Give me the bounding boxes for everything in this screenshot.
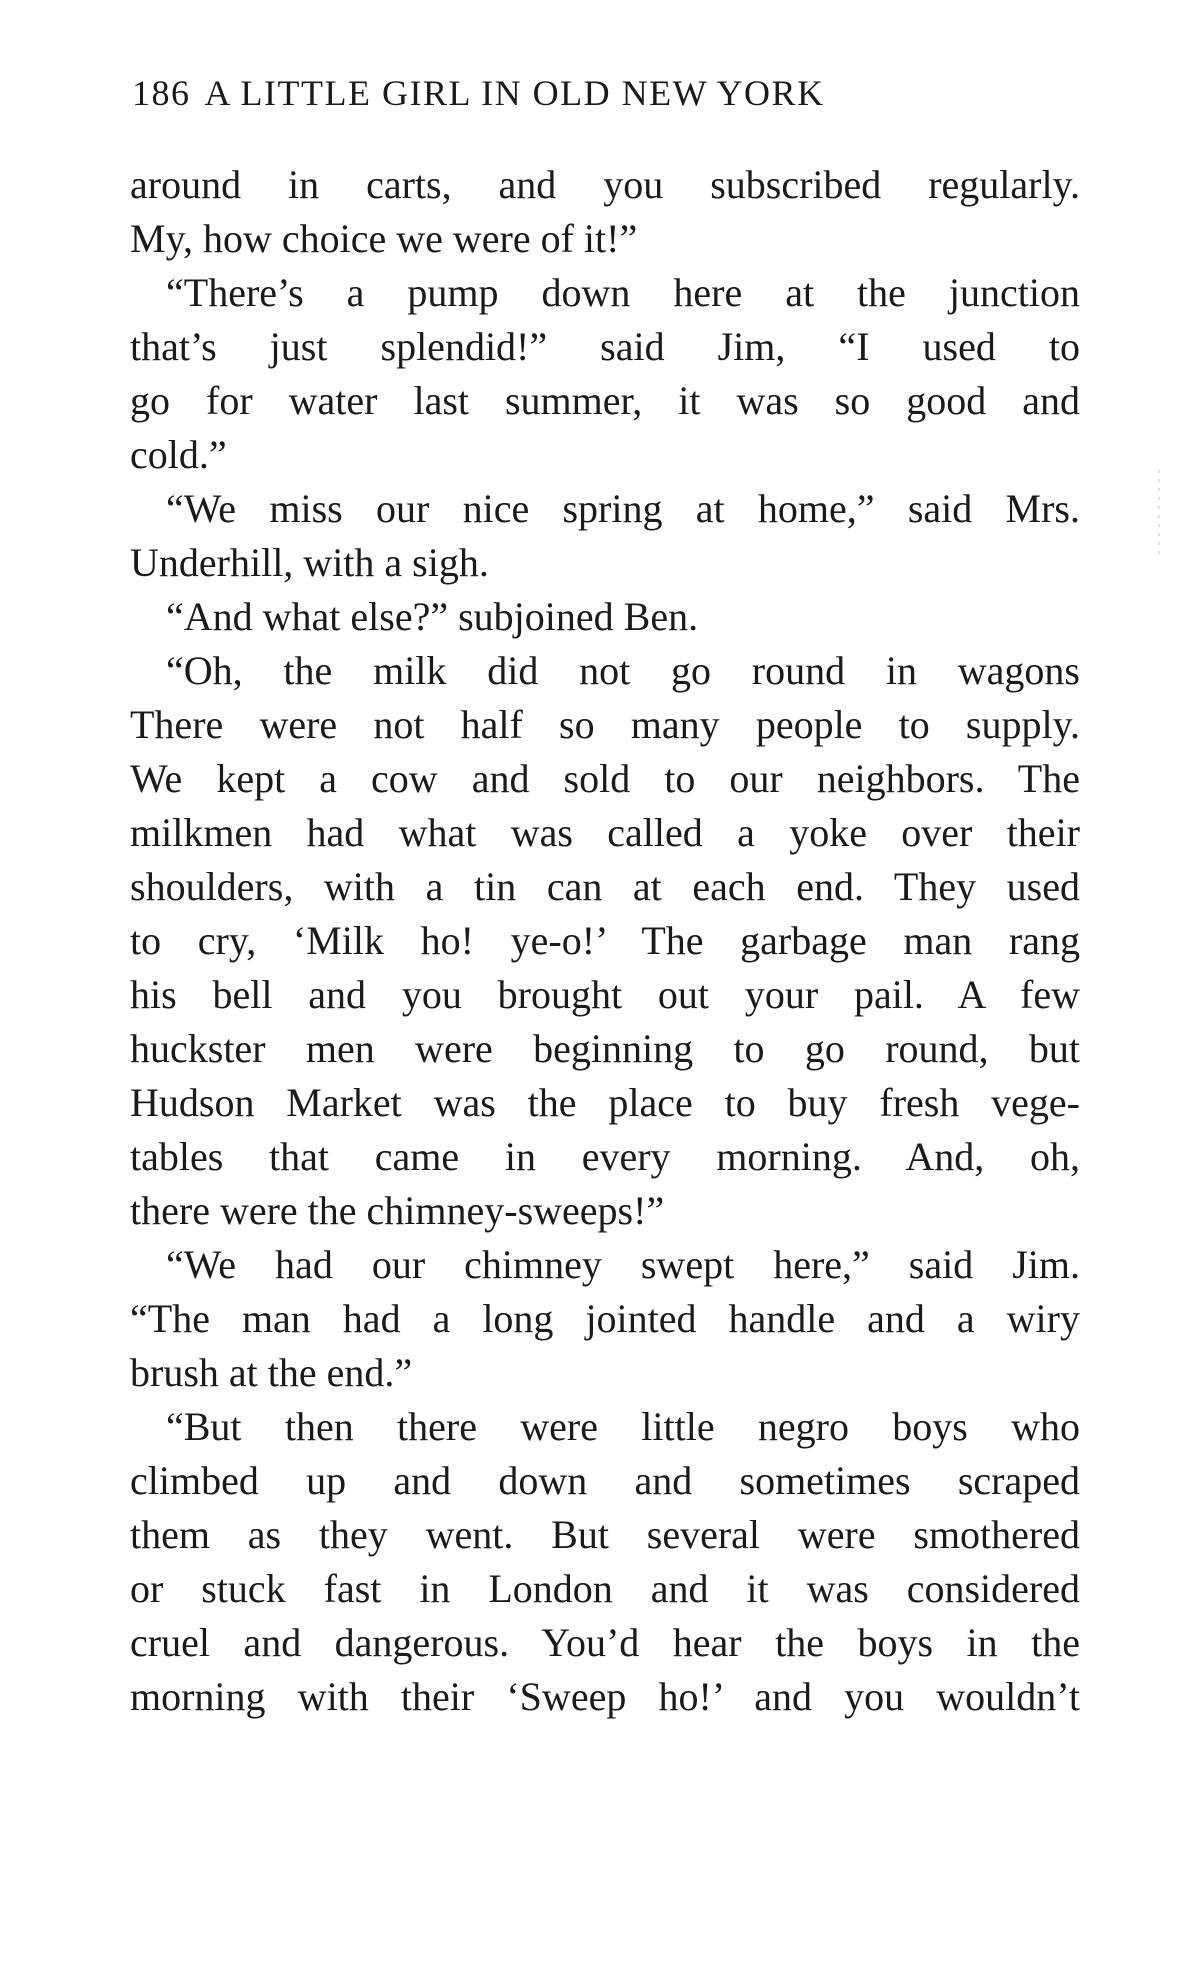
text-line: that’s just splendid!” said Jim, “I used to — [130, 324, 1080, 369]
text-line: there were the chimney-sweeps!” — [130, 1188, 665, 1233]
text-line: “There’s a pump down here at the junction — [166, 270, 1080, 315]
text-line: to cry, ‘Milk ho! ye-o!’ The garbage man rang — [130, 918, 1080, 963]
text-line: “And what else?” subjoined Ben. — [166, 594, 699, 639]
text-line: “We miss our nice spring at home,” said Mrs. — [166, 486, 1080, 531]
page-number: 186 — [132, 73, 191, 113]
running-title: A LITTLE GIRL IN OLD NEW YORK — [204, 73, 825, 113]
text-line: cold.” — [130, 432, 227, 477]
text-line: milkmen had what was called a yoke over their — [130, 810, 1080, 855]
text-line: My, how choice we were of it!” — [130, 216, 638, 261]
text-line: go for water last summer, it was so good and — [130, 378, 1080, 423]
text-line: his bell and you brought out your pail. A few — [130, 972, 1080, 1017]
text-line: huckster men were beginning to go round, but — [130, 1026, 1080, 1071]
text-line: Underhill, with a sigh. — [130, 540, 489, 585]
text-line: brush at the end.” — [130, 1350, 413, 1395]
margin-speck — [1158, 470, 1160, 560]
body-text — [130, 158, 1080, 1724]
text-line: or stuck fast in London and it was considered — [130, 1566, 1080, 1611]
text-line: them as they went. But several were smothered — [130, 1512, 1080, 1557]
text-line: tables that came in every morning. And, oh, — [130, 1134, 1080, 1179]
text-line: Hudson Market was the place to buy fresh vege- — [130, 1080, 1080, 1125]
text-line: around in carts, and you subscribed regularly. — [130, 162, 1080, 207]
text-line: climbed up and down and sometimes scraped — [130, 1458, 1080, 1503]
text-line: shoulders, with a tin can at each end. They used — [130, 864, 1080, 909]
running-head — [132, 72, 825, 114]
text-line: “We had our chimney swept here,” said Jim. — [166, 1242, 1080, 1287]
text-line: We kept a cow and sold to our neighbors. The — [130, 756, 1080, 801]
text-line: “Oh, the milk did not go round in wagons — [166, 648, 1080, 693]
text-line: cruel and dangerous. You’d hear the boys in the — [130, 1620, 1080, 1665]
text-line: “The man had a long jointed handle and a wiry — [130, 1296, 1080, 1341]
text-line: morning with their ‘Sweep ho!’ and you wouldn’t — [130, 1674, 1080, 1719]
text-line: “But then there were little negro boys who — [166, 1404, 1080, 1449]
text-line: There were not half so many people to supply. — [130, 702, 1080, 747]
